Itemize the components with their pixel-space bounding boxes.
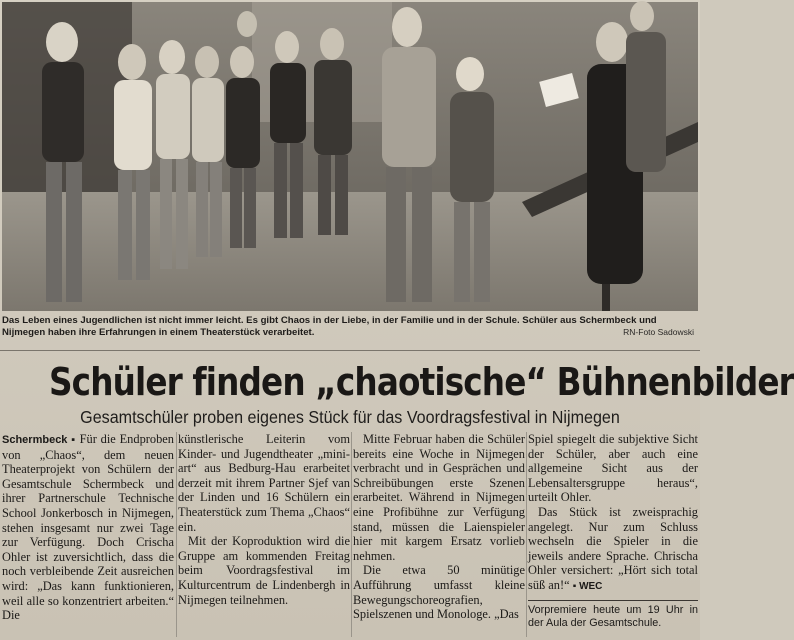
column-divider bbox=[351, 432, 352, 637]
notice-divider bbox=[528, 600, 698, 601]
article-column-2 bbox=[178, 432, 350, 607]
column-2-paragraph-1: künstlerische Leiterin vom Kinder- und Jugendtheater „mini-art“ aus Bedburg-Hau erarbeitet derzeit mit ihrem Partner Sjef van der Linden und 16 Schülern ein Theaterstück zum Thema „Chaos“ ein. bbox=[178, 432, 350, 534]
divider bbox=[0, 350, 700, 351]
dateline: Schermbeck ▪ bbox=[2, 434, 76, 446]
article-subheadline: Gesamtschüler proben eigenes Stück für das Voordragsfestival in Nijmegen bbox=[80, 407, 620, 427]
photo-credit: RN-Foto Sadowski bbox=[623, 327, 694, 337]
article-headline: Schüler finden „chaotische“ Bühnenbilder bbox=[49, 360, 794, 404]
column-divider bbox=[176, 432, 177, 637]
column-3-paragraph-2: Die etwa 50 minütige Aufführung umfasst kleine Bewegungschoreografien, Spielszenen und Monologe. „Das bbox=[353, 563, 525, 622]
author-signoff: ▪ WEC bbox=[572, 580, 603, 592]
column-4-paragraph-2: Das Stück ist zweisprachig angelegt. Nur zum Schluss wechseln die Spieler in die jeweils andere Sprache. Chrischa Ohler versichert: „Hört sich total süß an!“ bbox=[528, 504, 698, 592]
column-2-paragraph-2: Mit der Koproduktion wird die Gruppe am kommenden Freitag beim Voordragsfestival im Kulturcentrum de Lindenbergh in Nijmegen teilnehmen. bbox=[178, 534, 350, 607]
photo-illustration bbox=[2, 2, 698, 311]
article-column-4 bbox=[528, 432, 698, 630]
photo-caption: Das Leben eines Jugendlichen ist nicht immer leicht. Es gibt Chaos in der Liebe, in der Familie und in der Schule. Schüler aus Schermbeck und Nijmegen haben ihre Erfahrungen in einem Theaterstück verarbeitet. bbox=[2, 315, 657, 338]
article-column-3 bbox=[353, 432, 525, 622]
column-1-text: Für die Endproben von „Chaos“, dem neuen Theaterprojekt von Schülern der Gesamtschule Schermbeck und ihrer Partnerschule Technische School Jonkerbosch in Nijmegen, stehen insgesamt nur zwei Tage zur Verfügung. Doch Crischa Ohler ist zuversichtlich, dass die noch verbleibende Zeit ausreichen wird: „Das kann funktionieren, weil alle so konzentriert arbeiten.“ Die bbox=[2, 432, 174, 623]
column-divider bbox=[526, 432, 527, 637]
article-body bbox=[2, 432, 698, 637]
column-4-paragraph-1: Spiel spiegelt die subjektive Sicht der Schüler, aber auch eine allgemeine Sicht aus der Lebensaltersgruppe heraus“, urteilt Ohler. bbox=[528, 432, 698, 505]
column-3-paragraph-1: Mitte Februar haben die Schüler bereits eine Woche in Nijmegen verbracht und in Gesprächen und Schreibübungen erste Szenen erarbeitet. Während in Nijmegen eine Profibühne zur Verfügung stand, müssen die Laienspieler hier mit kargem Ersatz vorlieb nehmen. bbox=[353, 432, 525, 563]
premiere-notice: Vorpremiere heute um 19 Uhr in der Aula der Gesamtschule. bbox=[528, 603, 698, 629]
article-column-1 bbox=[2, 432, 174, 623]
stage-rehearsal-photo bbox=[2, 2, 698, 311]
